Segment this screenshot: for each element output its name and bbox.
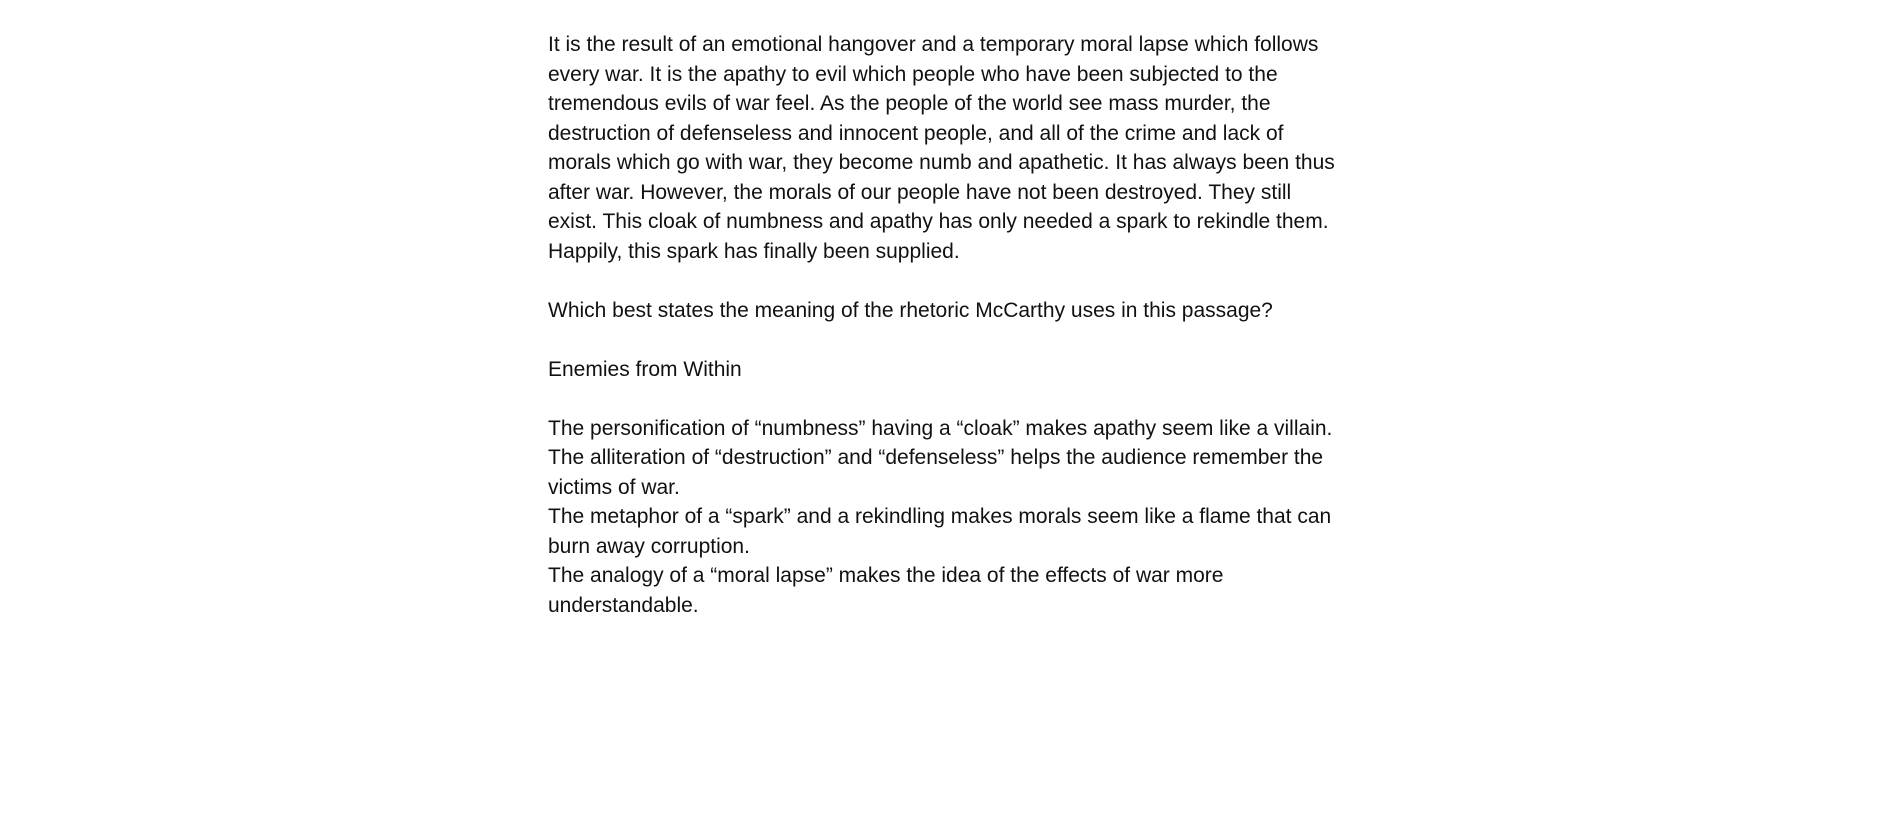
answer-option-4[interactable]: The analogy of a “moral lapse” makes the idea of the effects of war more understandable. [548,564,1224,617]
answer-option-3[interactable]: The metaphor of a “spark” and a rekindling makes morals seem like a flame that can burn away corruption. [548,505,1332,558]
answer-option-1[interactable]: The personification of “numbness” having a “cloak” makes apathy seem like a villain. [548,416,1333,440]
answer-option-2[interactable]: The alliteration of “destruction” and “defenseless” helps the audience remember the victims of war. [548,446,1324,499]
passage-text: It is the result of an emotional hangover and a temporary moral lapse which follows every war. It is the apathy to evil which people who have been subjected to the tremendous evils of war feel. As the people of the world see mass murder, the destruction of defenseless and innocent people, and all of the crime and lack of morals which go with war, they become numb and apathetic. It has always been thus after war. However, the morals of our people have not been destroyed. They still exist. This cloak of numbness and apathy has only needed a spark to rekindle them. Happily, this spark has finally been supplied. [548,33,1335,263]
question-prompt: Which best states the meaning of the rhetoric McCarthy uses in this passage? [548,298,1273,322]
question-document [548,30,1338,620]
source-title: Enemies from Within [548,357,742,381]
answer-options [548,414,1338,621]
